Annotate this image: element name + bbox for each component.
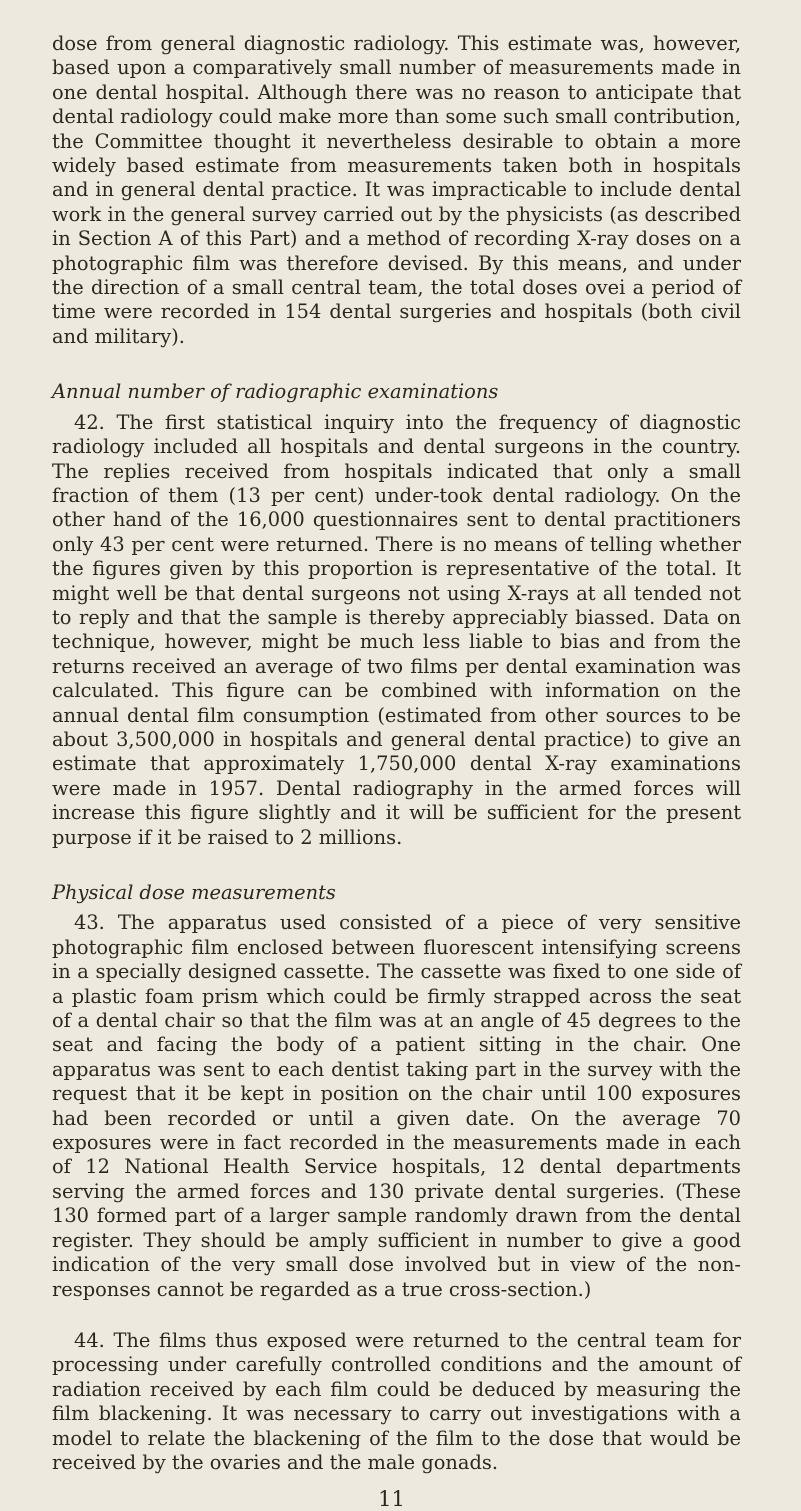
section-heading-physical-dose: Physical dose measurements [52,881,336,904]
paragraph-44: 44. The films thus exposed were returned to the central team for processing under carefully controlled conditions and the amount of radiation received by each film could be deduced by measuring the film blackening. It was necessary to carry out investigations with a model to relate the blackening of the film to the dose that would be received by the ovaries and the male gonads. [52,1328,741,1474]
paragraph-42: 42. The first statistical inquiry into the frequency of diagnostic radiology included all hospitals and dental surgeons in the country. The replies received from hospitals indicated that only a small fraction of them (13 per cent) under-took dental radiology. On the other hand of the 16,000 questionnaires sent to dental practitioners only 43 per cent were returned. There is no means of telling whether the figures given by this proportion is representative of the total. It might well be that dental surgeons not using X-rays at all tended not to reply and that the sample is thereby appreciably biassed. Data on technique, however, might be much less liable to bias and from the returns received an average of two films per dental examination was calculated. This figure can be combined with information on the annual dental film consumption (estimated from other sources to be about 3,500,000 in hospitals and general dental practice) to give an estimate that approximately 1,750,000 dental X-ray examinations were made in 1957. Dental radiography in the armed forces will increase this figure slightly and it will be sufficient for the present purpose if it be raised to 2 millions. [52,410,741,849]
page-number: 11 [378,1487,405,1511]
intro-paragraph: dose from general diagnostic radiology. This estimate was, however, based upon a comparatively small number of measurements made in one dental hospital. Although there was no reason to anticipate that dental radiology could make more than some such small contribution, the Committee thought it nevertheless desirable to obtain a more widely based estimate from measurements taken both in hospitals and in general dental practice. It was impracticable to include dental work in the general survey carried out by the physicists (as described in Section A of this Part) and a method of recording X-ray doses on a photographic film was therefore devised. By this means, and under the direction of a small central team, the total doses ovei a period of time were recorded in 154 dental surgeries and hospitals (both civil and military). [52,32,741,348]
paragraph-43: 43. The apparatus used consisted of a piece of very sensitive photographic film enclosed between fluorescent intensifying screens in a specially designed cassette. The cassette was fixed to one side of a plastic foam prism which could be firmly strapped across the seat of a dental chair so that the film was at an angle of 45 degrees to the seat and facing the body of a patient sitting in the chair. One apparatus was sent to each dentist taking part in the survey with the request that it be kept in position on the chair until 100 exposures had been recorded or until a given date. On the average 70 exposures were in fact recorded in the measurements made in each of 12 National Health Service hospitals, 12 dental departments serving the armed forces and 130 private dental surgeries. (These 130 formed part of a larger sample randomly drawn from the dental register. They should be amply sufficient in number to give a good indication of the very small dose involved but in view of the non-responses cannot be regarded as a true cross-section.) [52,911,741,1301]
section-heading-annual-number: Annual number of radiographic examinations [52,380,499,404]
